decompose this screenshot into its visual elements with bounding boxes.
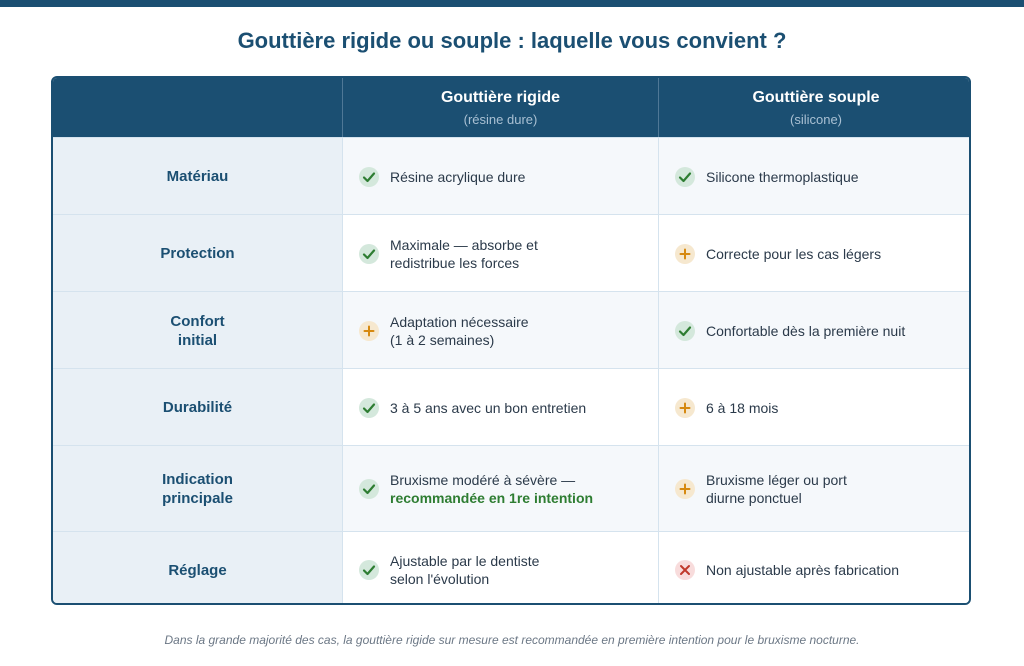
cell-text: redistribue les forces — [390, 254, 520, 271]
check-icon — [675, 167, 695, 187]
cell-text: Confortable dès la première nuit — [706, 322, 906, 339]
row-label — [53, 446, 342, 532]
row-label-text: Matériau — [166, 168, 229, 185]
row-label-text: initial — [177, 331, 218, 349]
rigid-cell — [342, 215, 658, 292]
row-label-text: principale — [162, 490, 233, 507]
column-subtitle-soft: (silicone) — [789, 111, 842, 127]
check-icon — [359, 398, 379, 418]
cell-text: Non ajustable après fabrication — [706, 562, 900, 578]
check-icon — [359, 560, 379, 580]
cell-text: Ajustable par le dentiste — [390, 553, 540, 569]
cell-text: 6 à 18 mois — [706, 399, 779, 416]
rigid-cell — [342, 369, 658, 446]
row-label-text: Réglage — [168, 561, 227, 579]
column-title-soft: Gouttière souple — [752, 88, 880, 106]
rigid-cell — [342, 446, 658, 532]
cell-text: 3 à 5 ans avec un bon entretien — [390, 399, 587, 416]
plus-icon — [675, 398, 695, 418]
row-label — [53, 138, 342, 215]
soft-cell — [658, 215, 971, 292]
column-title-rigid: Gouttière rigide — [440, 88, 561, 106]
column-subtitle-rigid: (résine dure) — [463, 111, 538, 127]
comparison-table — [51, 76, 971, 605]
row-label — [53, 292, 342, 369]
recommendation-highlight: recommandée en 1re intention — [390, 490, 594, 506]
cell-text: diurne ponctuel — [706, 490, 802, 506]
cell-text: Silicone thermoplastique — [706, 168, 859, 185]
table-row — [53, 291, 971, 369]
check-icon — [359, 479, 379, 499]
row-label-text: Protection — [160, 245, 235, 262]
plus-icon — [359, 321, 379, 341]
table-row — [53, 214, 971, 292]
soft-cell — [658, 532, 971, 605]
check-icon — [675, 321, 695, 341]
cell-text: Correcte pour les cas légers — [706, 245, 882, 262]
row-label-text: Indication — [162, 471, 233, 488]
header-soft — [658, 78, 971, 137]
cell-text: selon l'évolution — [390, 571, 490, 587]
top-accent-bar — [0, 0, 1024, 7]
rigid-cell — [342, 138, 658, 215]
table-row — [53, 531, 971, 605]
rigid-cell — [342, 532, 658, 605]
table-row — [53, 445, 971, 532]
row-label-text: Confort — [170, 312, 225, 330]
table-header-row — [53, 78, 971, 137]
cell-text: Bruxisme léger ou port — [706, 472, 847, 488]
check-icon — [359, 167, 379, 187]
check-icon — [359, 244, 379, 264]
table-row — [53, 368, 971, 446]
cell-text: Maximale — absorbe et — [390, 236, 538, 253]
plus-icon — [675, 479, 695, 499]
row-label — [53, 369, 342, 446]
cell-text: Bruxisme modéré à sévère — — [390, 472, 576, 488]
header-empty-cell — [53, 78, 342, 137]
table-row — [53, 137, 971, 215]
soft-cell — [658, 292, 971, 369]
rigid-cell — [342, 292, 658, 369]
cross-icon — [675, 560, 695, 580]
row-label-text: Durabilité — [162, 399, 233, 416]
row-label — [53, 215, 342, 292]
footnote: Dans la grande majorité des cas, la gouttière rigide sur mesure est recommandée en première intention pour le bruxisme nocturne. — [164, 633, 860, 647]
row-label — [53, 532, 342, 605]
cell-text: Adaptation nécessaire — [390, 313, 529, 330]
soft-cell — [658, 369, 971, 446]
cell-text: Résine acrylique dure — [390, 168, 526, 185]
soft-cell — [658, 446, 971, 532]
header-rigid — [342, 78, 658, 137]
cell-text: (1 à 2 semaines) — [390, 331, 495, 348]
page-title: Gouttière rigide ou souple : laquelle vous convient ? — [237, 28, 787, 53]
soft-cell — [658, 138, 971, 215]
plus-icon — [675, 244, 695, 264]
